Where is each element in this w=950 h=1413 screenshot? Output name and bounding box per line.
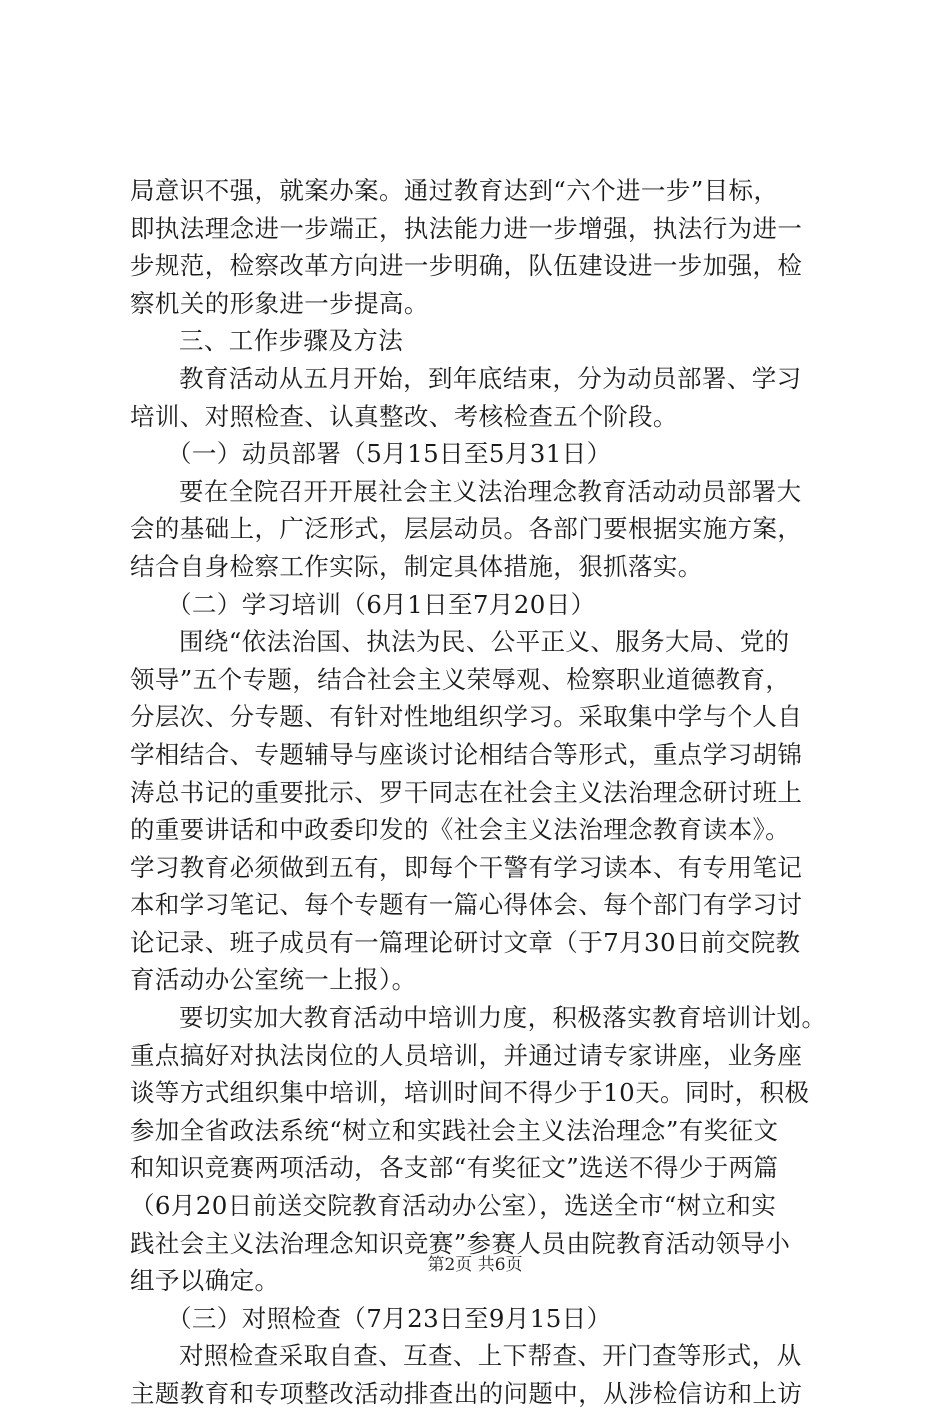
text-line: 参加全省政法系统“树立和实践社会主义法治理念”有奖征文 [130,1115,779,1145]
text-line: 涛总书记的重要批示、罗干同志在社会主义法治理念研讨班上 [130,777,803,807]
text-line: 的重要讲话和中政委印发的《社会主义法治理念教育读本》。 [130,815,791,845]
text-line: 要切实加大教育活动中培训力度，积极落实教育培训计划。 [179,1003,827,1033]
text-line: 践社会主义法治理念知识竞赛”参赛人员由院教育活动领导小 [130,1228,791,1258]
text-line: 论记录、班子成员有一篇理论研讨文章（于7月30日前交院教 [130,927,801,957]
text-line: 即执法理念进一步端正，执法能力进一步增强，执法行为进一 [130,213,803,243]
text-line: 步规范，检察改革方向进一步明确，队伍建设进一步加强，检 [130,251,803,281]
text-line: 局意识不强，就案办案。通过教育达到“六个进一步”目标， [130,176,779,205]
text-line: 育活动办公室统一上报）。 [130,965,417,995]
text-line: 领导”五个专题，结合社会主义荣辱观、检察职业道德教育， [130,664,791,694]
text-line: 谈等方式组织集中培训，培训时间不得少于10天。同时，积极 [130,1078,810,1108]
text-line: 教育活动从五月开始，到年底结束，分为动员部署、学习 [179,363,802,393]
body-text [130,172,835,1413]
text-line: 围绕“依法治国、执法为民、公平正义、服务大局、党的 [179,627,790,657]
text-line: 察机关的形象进一步提高。 [130,288,429,318]
text-line: 学习教育必须做到五有，即每个干警有学习读本、有专用笔记 [130,852,803,882]
text-line: 重点搞好对执法岗位的人员培训，并通过请专家讲座，业务座 [130,1040,803,1070]
text-line: 对照检查采取自查、互查、上下帮查、开门查等形式，从 [179,1341,802,1371]
text-line: 培训、对照检查、认真整改、考核检查五个阶段。 [130,401,678,431]
subsection-heading: （三）对照检查（7月23日至9月15日） [167,1303,612,1333]
text-line: 分层次、分专题、有针对性地组织学习。采取集中学与个人自 [130,702,803,732]
text-line: 结合自身检察工作实际，制定具体措施，狠抓落实。 [130,551,703,581]
text-line: 和知识竞赛两项活动，各支部“有奖征文”选送不得少于两篇 [130,1153,779,1183]
text-line: 组予以确定。 [130,1266,280,1296]
section-heading: 三、工作步骤及方法 [179,326,404,356]
text-line: 学相结合、专题辅导与座谈讨论相结合等形式，重点学习胡锦 [130,739,803,769]
text-line: 要在全院召开开展社会主义法治理念教育活动动员部署大 [179,476,802,506]
subsection-heading: （一）动员部署（5月15日至5月31日） [167,439,612,469]
text-line: 本和学习笔记、每个专题有一篇心得体会、每个部门有学习讨 [130,890,803,920]
subsection-heading: （二）学习培训（6月1日至7月20日） [167,589,596,619]
text-line: 会的基础上，广泛形式，层层动员。各部门要根据实施方案， [130,514,803,544]
text-line: （6月20日前送交院教育活动办公室），选送全市“树立和实 [130,1191,777,1221]
text-line: 主题教育和专项整改活动排查出的问题中，从涉检信访和上访 [130,1379,803,1408]
page-footer: 第2页 共6页 [427,1255,523,1275]
